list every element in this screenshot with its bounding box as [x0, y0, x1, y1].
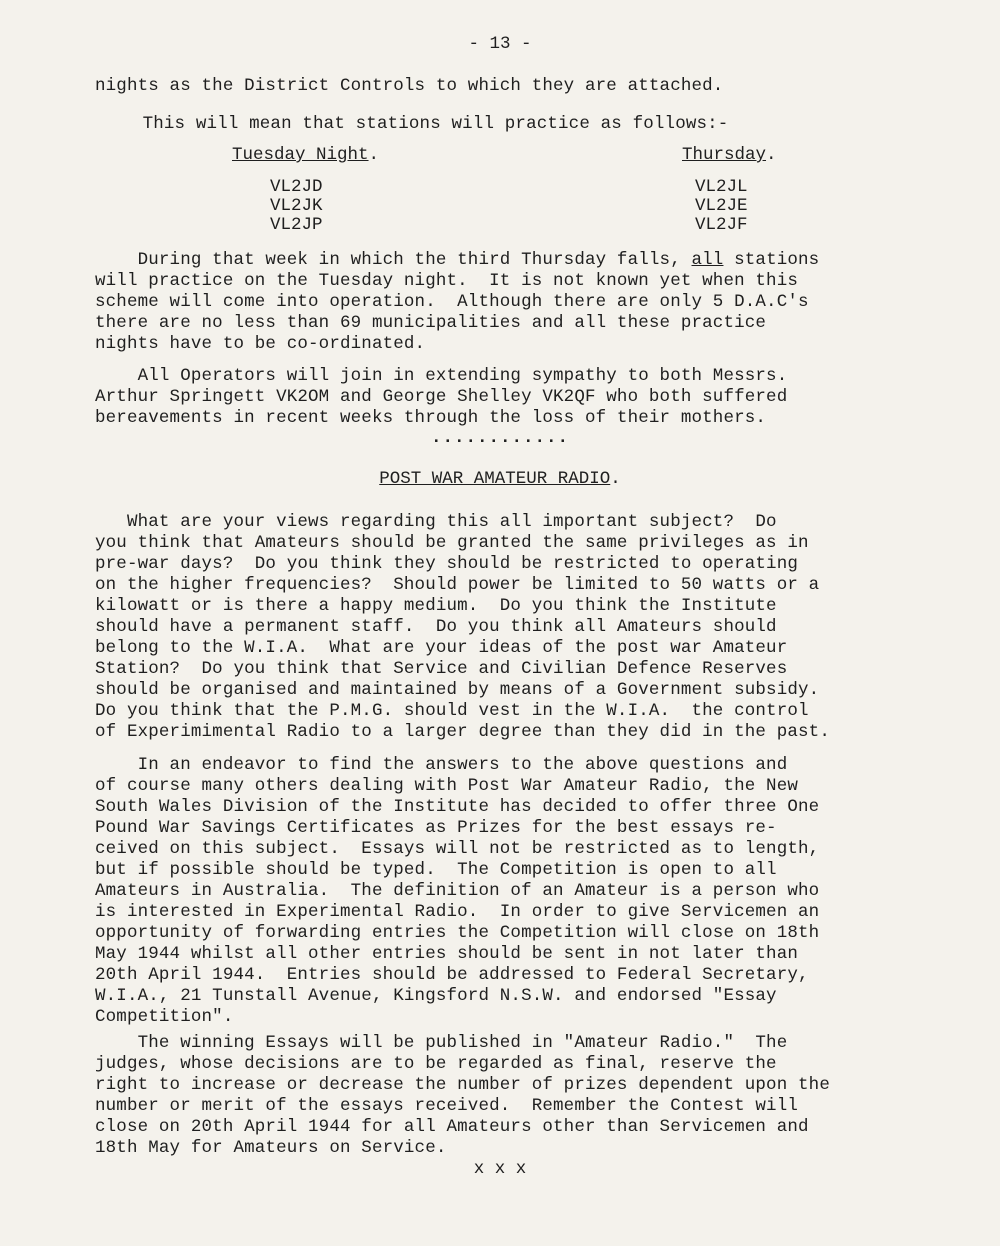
tuesday-station: VL2JD [270, 177, 323, 197]
para-views-line: you think that Amateurs should be granted the same privileges as in [95, 533, 809, 553]
para-sympathy-line: All Operators will join in extending sympathy to both Messrs. [95, 366, 788, 386]
para-endeavor-line: W.I.A., 21 Tunstall Avenue, Kingsford N.S.W. and endorsed "Essay [95, 986, 777, 1006]
para-views-line: on the higher frequencies? Should power be limited to 50 watts or a [95, 575, 820, 595]
intro-line-1: nights as the District Controls to which they are attached. [95, 76, 724, 96]
text-segment: During that week in which the third Thursday falls, [95, 250, 692, 270]
para-winning-line: The winning Essays will be published in "Amateur Radio." The [95, 1033, 788, 1053]
thursday-station: VL2JL [695, 177, 748, 197]
para-winning-line: right to increase or decrease the number of prizes dependent upon the [95, 1075, 830, 1095]
para-views-line: belong to the W.I.A. What are your ideas of the post war Amateur [95, 638, 788, 658]
section-heading-text: POST WAR AMATEUR RADIO [379, 469, 611, 489]
para-views-line: pre-war days? Do you think they should be restricted to operating [95, 554, 799, 574]
para-endeavor-line: of course many others dealing with Post War Amateur Radio, the New [95, 776, 799, 796]
para-winning-line: number or merit of the essays received. Remember the Contest will [95, 1096, 799, 1116]
para-endeavor-line: Competition". [95, 1007, 234, 1027]
emphasis-all: all [691, 250, 724, 270]
para-endeavor-line: but if possible should be typed. The Competition is open to all [95, 860, 777, 880]
end-mark: x x x [473, 1159, 527, 1179]
tuesday-heading: Tuesday Night. [232, 145, 380, 165]
para-views-line: kilowatt or is there a happy medium. Do you think the Institute [95, 596, 777, 616]
para-views-line: should have a permanent staff. Do you think all Amateurs should [95, 617, 777, 637]
thursday-heading-text: Thursday [682, 145, 767, 165]
para-third-thursday-line: there are no less than 69 municipalities and all these practice [95, 313, 767, 333]
tuesday-station: VL2JP [270, 215, 323, 235]
section-heading: POST WAR AMATEUR RADIO. [379, 469, 621, 489]
para-third-thursday-line: scheme will come into operation. Although there are only 5 D.A.C's [95, 292, 809, 312]
para-winning-line: 18th May for Amateurs on Service. [95, 1138, 447, 1158]
para-views-line: should be organised and maintained by means of a Government subsidy. [95, 680, 820, 700]
para-endeavor-line: South Wales Division of the Institute has decided to offer three One [95, 797, 820, 817]
para-endeavor-line: ceived on this subject. Essays will not be restricted as to length, [95, 839, 820, 859]
para-views-line: Station? Do you think that Service and Civilian Defence Reserves [95, 659, 788, 679]
para-endeavor-line: 20th April 1944. Entries should be addressed to Federal Secretary, [95, 965, 809, 985]
tuesday-station: VL2JK [270, 196, 323, 216]
para-endeavor-line: May 1944 whilst all other entries should be sent in not later than [95, 944, 799, 964]
tuesday-heading-text: Tuesday Night [232, 145, 369, 165]
para-third-thursday-line: nights have to be co-ordinated. [95, 334, 426, 354]
para-views-line: Do you think that the P.M.G. should vest in the W.I.A. the control [95, 701, 809, 721]
para-endeavor-line: opportunity of forwarding entries the Competition will close on 18th [95, 923, 820, 943]
para-endeavor-line: is interested in Experimental Radio. In order to give Servicemen an [95, 902, 820, 922]
para-views-line: What are your views regarding this all important subject? Do [95, 512, 777, 532]
para-views-line: of Experimimental Radio to a larger degree than they did in the past. [95, 722, 830, 742]
para-sympathy-line: Arthur Springett VK2OM and George Shelley VK2QF who both suffered [95, 387, 788, 407]
para-third-thursday-line: will practice on the Tuesday night. It is not known yet when this [95, 271, 799, 291]
para-endeavor-line: Pound War Savings Certificates as Prizes for the best essays re- [95, 818, 777, 838]
separator-dots: ............ [430, 428, 570, 448]
para-third-thursday-line [95, 250, 819, 271]
thursday-station: VL2JF [695, 215, 748, 235]
para-endeavor-line: In an endeavor to find the answers to the above questions and [95, 755, 788, 775]
thursday-station: VL2JE [695, 196, 748, 216]
para-sympathy-line: bereavements in recent weeks through the loss of their mothers. [95, 408, 767, 428]
intro-line-2: This will mean that stations will practice as follows:- [100, 114, 729, 134]
para-endeavor-line: Amateurs in Australia. The definition of an Amateur is a person who [95, 881, 820, 901]
text-segment: stations [723, 250, 820, 270]
thursday-heading: Thursday. [682, 145, 777, 165]
para-winning-line: close on 20th April 1944 for all Amateurs other than Servicemen and [95, 1117, 809, 1137]
page-number: - 13 - [468, 34, 532, 54]
para-winning-line: judges, whose decisions are to be regarded as final, reserve the [95, 1054, 777, 1074]
